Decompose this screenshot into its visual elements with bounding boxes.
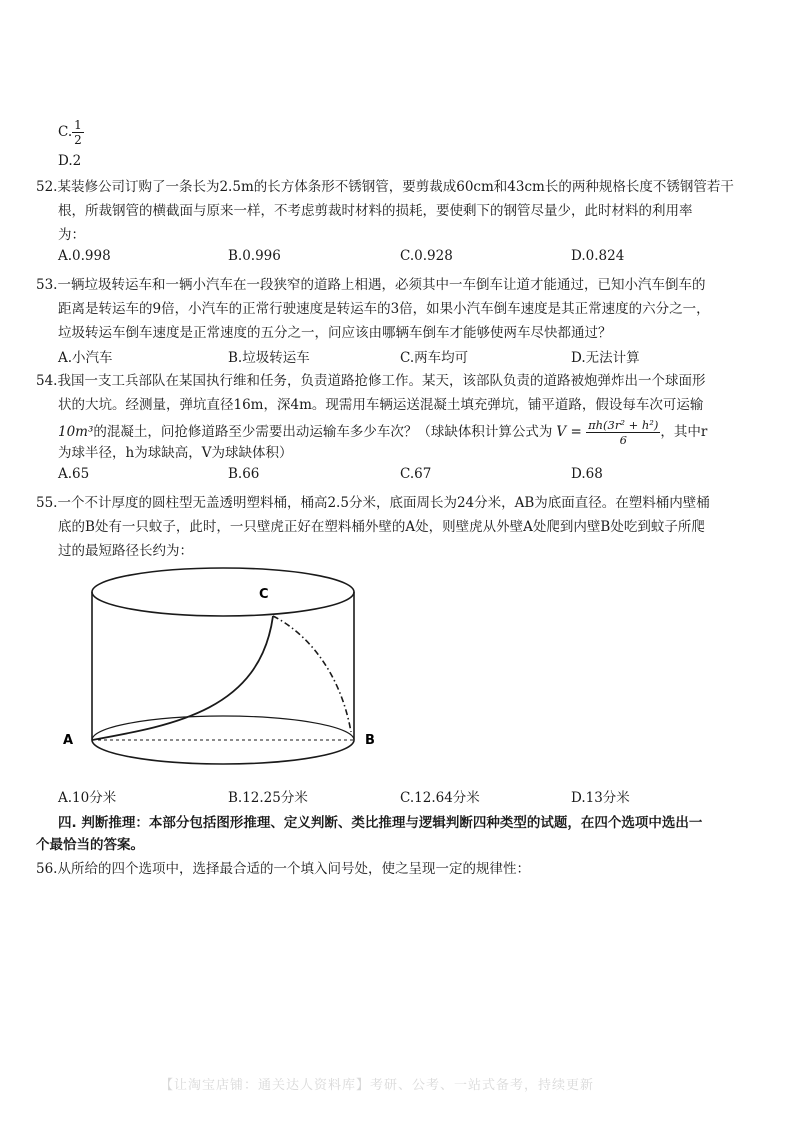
q52-option-d: D.0.824 xyxy=(571,248,625,264)
q55-line-1: 55.一个不计厚度的圆柱型无盖透明塑料桶，桶高2.5分米，底面周长为24分米，AB为底面直径。在塑料桶内壁桶 xyxy=(36,495,710,511)
q54-option-a: A.65 xyxy=(58,466,90,482)
q53-line-3: 垃圾转运车倒车速度是正常速度的五分之一，问应该由哪辆车倒车才能够使两车尽快都通过？ xyxy=(58,325,612,341)
label-b: B xyxy=(365,733,375,748)
q54-formula-fraction xyxy=(586,418,660,447)
q52-line-2: 根，所裁钢管的横截面与原来一样，不考虑剪裁时材料的损耗，要使剩下的钢管尽量少，此时材料的利用率 xyxy=(58,203,693,219)
q56-line: 56.从所给的四个选项中，选择最合适的一个填入问号处，使之呈现一定的规律性： xyxy=(36,861,530,877)
q54-line-2: 状的大坑。经测量，弹坑直径16m，深4m。现需用车辆运送混凝土填充弹坑，铺平道路，假设每车次可运输 xyxy=(58,397,704,413)
q52-line-3: 为： xyxy=(58,227,85,243)
q52-option-c: C.0.928 xyxy=(400,248,453,264)
q55-option-d: D.13分米 xyxy=(571,790,630,806)
label-a: A xyxy=(63,733,74,748)
q54-line-3-text: 的混凝土，问抢修道路至少需要出动运输车多少车次？（球缺体积计算公式为 xyxy=(93,424,553,440)
q55-option-a: A.10分米 xyxy=(58,790,117,806)
section-4-heading: 四. 判断推理：本部分包括图形推理、定义判断、类比推理与逻辑判断四种类型的试题，在四个选项中选出一 xyxy=(58,815,703,831)
path-c-to-b xyxy=(273,616,351,732)
fraction-denominator: 2 xyxy=(74,133,82,147)
q52-line-1: 52.某装修公司订购了一条长为2.5m的长方体条形不锈钢管，要剪裁成60cm和43cm长的两种规格长度不锈钢管若干 xyxy=(36,179,734,195)
q53-option-d: D.无法计算 xyxy=(571,350,640,366)
prev-option-c-fraction xyxy=(72,118,84,147)
q54-formula-numerator: πh(3r² + h²) xyxy=(588,418,659,432)
q54-option-c: C.67 xyxy=(400,466,432,482)
q54-formula-denominator: 6 xyxy=(619,433,627,447)
q54-option-d: D.68 xyxy=(571,466,603,482)
q55-option-b: B.12.25分米 xyxy=(228,790,308,806)
label-c: C xyxy=(259,587,269,602)
q55-option-c: C.12.64分米 xyxy=(400,790,480,806)
q55-line-2: 底的B处有一只蚊子，此时，一只壁虎正好在塑料桶外壁的A处，则壁虎从外壁A处爬到内壁B处吃到蚊子所爬 xyxy=(58,519,705,535)
q53-option-b: B.垃圾转运车 xyxy=(228,350,310,366)
cylinder-bottom-front xyxy=(92,740,354,764)
cylinder-figure xyxy=(55,560,395,775)
fraction-numerator: 1 xyxy=(74,118,82,132)
cylinder-bottom-back xyxy=(92,716,354,740)
footer-watermark: 【让淘宝店铺：通关达人资料库】考研、公考、一站式备考，持续更新 xyxy=(160,1078,595,1093)
prev-option-c xyxy=(58,118,84,147)
q54-volume-unit: 10m³ xyxy=(58,424,94,440)
q54-line-1: 54.我国一支工兵部队在某国执行维和任务，负责道路抢修工作。某天，该部队负责的道路被炮弹炸出一个球面形 xyxy=(36,373,706,389)
q52-option-a: A.0.998 xyxy=(58,248,111,264)
q54-formula-lhs: V = xyxy=(556,424,582,440)
q52-option-b: B.0.996 xyxy=(228,248,281,264)
q53-option-c: C.两车均可 xyxy=(400,350,469,366)
q53-line-1: 53.一辆垃圾转运车和一辆小汽车在一段狭窄的道路上相遇，必须其中一车倒车让道才能通过，已知小汽车倒车的 xyxy=(36,277,706,293)
path-a-to-c xyxy=(92,616,273,740)
q54-option-b: B.66 xyxy=(228,466,260,482)
q53-line-2: 距离是转运车的9倍，小汽车的正常行驶速度是转运车的3倍，如果小汽车倒车速度是其正常速度的六分之一， xyxy=(58,301,710,317)
section-4-heading-cont: 个最恰当的答案。 xyxy=(36,837,144,853)
prev-option-c-prefix: C. xyxy=(58,124,73,140)
prev-option-d: D.2 xyxy=(58,153,82,169)
q54-line-3-tail: ，其中r xyxy=(660,424,708,440)
q55-line-3: 过的最短路径长约为： xyxy=(58,543,193,559)
q53-option-a: A.小汽车 xyxy=(58,350,113,366)
q54-line-4: 为球半径，h为球缺高，V为球缺体积） xyxy=(58,445,293,461)
cylinder-top-ellipse xyxy=(92,568,354,616)
